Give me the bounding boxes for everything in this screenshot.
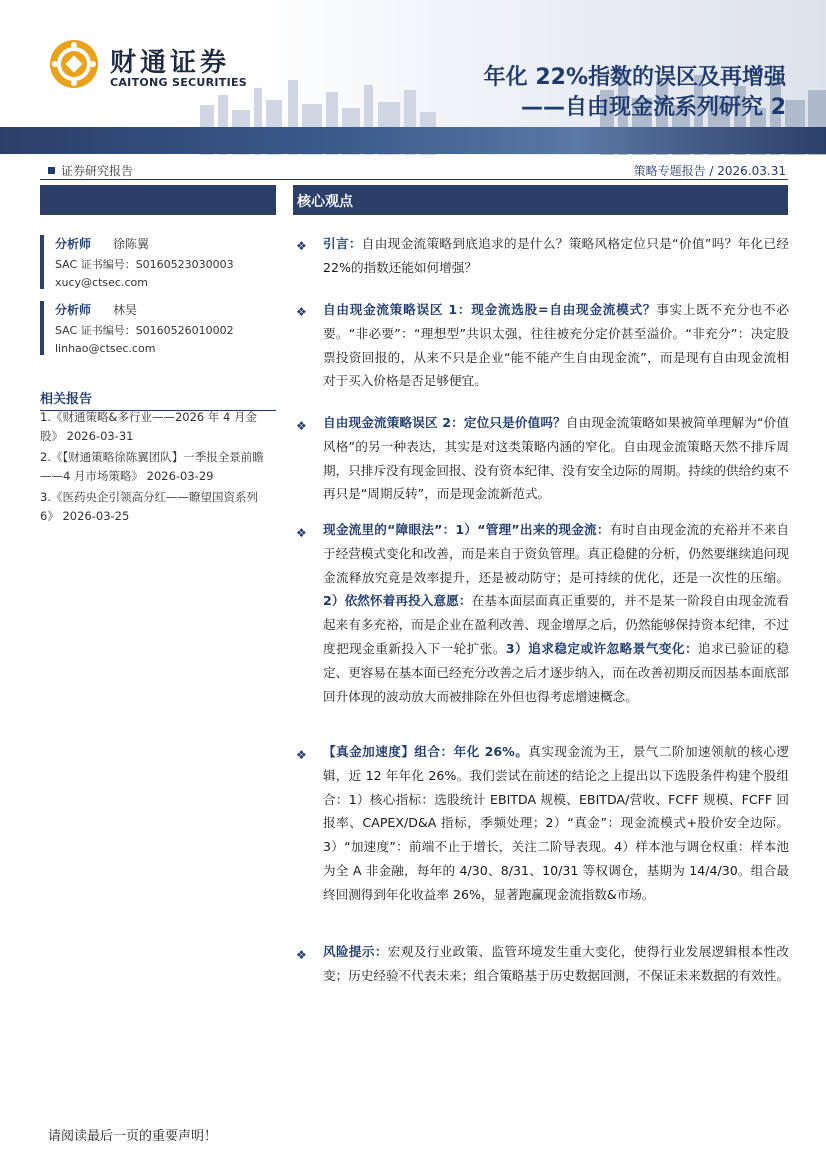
core-point-body: 事实上既不充分也不必要。“非必要”：“理想型”共识太强，往往被充分定价甚至溢价。“非充分”：决定股票投资回报的，从来不只是企业“能不能产生自由现金流”，而是现有自由现金流相对于买入价格是否足够便宜。 [323, 302, 790, 389]
diamond-bullet-icon: ❖ [296, 419, 307, 433]
diamond-bullet-icon: ❖ [296, 526, 307, 540]
core-view-header-bar [293, 185, 788, 215]
core-point [323, 740, 789, 907]
disclaimer-note: 请阅读最后一页的重要声明！ [48, 1129, 218, 1144]
core-point-head: 【真金加速度】组合：年化 26%。 [323, 744, 529, 759]
analyst-sac: SAC 证书编号：S0160523030003 [55, 258, 234, 271]
analyst-role: 分析师 [55, 237, 92, 251]
core-point-head: 现金流里的“障眼法”：1）“管理”出来的现金流： [323, 522, 610, 537]
core-point-body: 自由现金流策略到底追求的是什么？策略风格定位只是“价值”吗？年化已经 22%的指数还能如何增强？ [323, 236, 789, 275]
core-point-head: 自由现金流策略误区 2：定位只是价值吗？ [323, 415, 566, 430]
related-report-item[interactable]: 1.《财通策略&多行业——2026 年 4 月金股》 2026-03-31 [40, 410, 257, 443]
core-point-subbody: 追求已验证的稳定、更容易在基本面已经充分改善之后才逐步纳入，而在改善初期反而因基本面底部回升体现的波动放大而被排除在外但也得考虑增速概念。 [323, 640, 790, 704]
core-point-body: 自由现金流策略如果被简单理解为“价值风格”的另一种表达，其实是对这类策略内涵的窄化。自由现金流策略天然不排斥周期，只排斥没有现金回报、没有资本纪律、没有安全边际的周期。持续的供给约束不再只是“周期反转”，而是现金流新范式。 [323, 415, 789, 502]
related-report-item[interactable]: 2.《【财通策略徐陈翼团队】一季报全景前瞻——4 月市场策略》 2026-03-29 [40, 450, 264, 483]
core-point [323, 298, 789, 393]
core-point-head: 引言： [323, 236, 362, 251]
related-reports-heading: 相关报告 [40, 388, 276, 411]
analyst-email[interactable]: linhao@ctsec.com [55, 342, 156, 355]
core-point-head: 自由现金流策略误区 1：现金流选股=自由现金流模式？ [323, 302, 657, 317]
core-point-subhead: 2）依然怀着再投入意愿： [323, 593, 472, 609]
core-point-body: 有时自由现金流的充裕并不来自于经营模式变化和改善，而是来自于资负管理。真正稳健的分析，仍然要继续追问现金流释放究竟是效率提升，还是被动防守；是可持续的优化，还是一次性的压缩。 [323, 522, 789, 585]
report-category-label: 证券研究报告 [61, 164, 134, 178]
diamond-bullet-icon: ❖ [296, 948, 307, 962]
analyst-name: 林昊 [113, 303, 138, 317]
header-banner [0, 0, 826, 155]
analyst-card [40, 235, 276, 289]
core-point [323, 940, 789, 988]
diamond-bullet-icon: ❖ [296, 748, 307, 762]
core-point [323, 518, 789, 708]
analyst-name: 徐陈翼 [113, 237, 150, 251]
analyst-sac: SAC 证书编号：S0160526010002 [55, 324, 234, 337]
core-point-subhead: 3）追求稳定或许忽略景气变化： [505, 640, 699, 656]
diamond-bullet-icon: ❖ [296, 239, 307, 253]
caitong-logo-icon [48, 38, 100, 90]
core-point [323, 411, 789, 506]
core-point-head: 风险提示： [323, 944, 388, 959]
report-type-date: 策略专题报告 / 2026.03.31 [633, 164, 786, 178]
square-bullet-icon [48, 167, 55, 174]
header-divider [40, 179, 788, 180]
related-report-item[interactable]: 3.《医药央企引领高分红——瞭望国资系列 6》 2026-03-25 [40, 490, 258, 523]
report-title-line1: 年化 22%指数的误区及再增强 [483, 65, 786, 90]
core-point-body: 真实现金流为王，景气二阶加速领航的核心逻辑，近 12 年年化 26%。我们尝试在前述的结论之上提出以下选股条件构建个股组合：1）核心指标：选股统计 EBITDA 规模、EBITDA/营收、FCFF 规模、FCFF 回报率、CAPEX/D&A 指标，季频处理；2）“真金”：现金流模式+股价安全边际。3）“加速度”：前端不止于增长，关注二阶导表现。4）样本池与调仓权重：样本池为全 A 非金融，每年的 4/30、8/31、10/31 等权调仓，基期为 14/4/30。组合最终回测得到年化收益率 26%，显著跑赢现金流指数&市场。 [323, 744, 790, 902]
brand-name-en: CAITONG SECURITIES [110, 76, 248, 89]
analyst-card [40, 301, 276, 355]
diamond-bullet-icon: ❖ [296, 305, 307, 319]
brand-name-cn: 财通证券 [110, 48, 231, 78]
analyst-email[interactable]: xucy@ctsec.com [55, 276, 148, 289]
related-reports-list [40, 408, 276, 528]
report-category [48, 162, 133, 179]
left-column-header-bar [40, 185, 276, 215]
core-point [323, 232, 789, 280]
report-title-line2: ——自由现金流系列研究 2 [521, 95, 786, 120]
core-point-subbody: 在基本面层面真正重要的，并不是某一阶段自由现金流看起来有多充裕，而是企业在盈利改善、现金增厚之后，仍然能够保持资本纪律，不过度把现金重新投入下一轮扩张。 [323, 593, 790, 656]
core-view-heading: 核心观点 [297, 194, 353, 210]
analyst-role: 分析师 [55, 303, 92, 317]
core-point-body: 宏观及行业政策、监管环境发生重大变化，使得行业发展逻辑根本性改变；历史经验不代表未来；组合策略基于历史数据回测，不保证未来数据的有效性。 [323, 944, 790, 983]
banner-band [0, 127, 826, 154]
